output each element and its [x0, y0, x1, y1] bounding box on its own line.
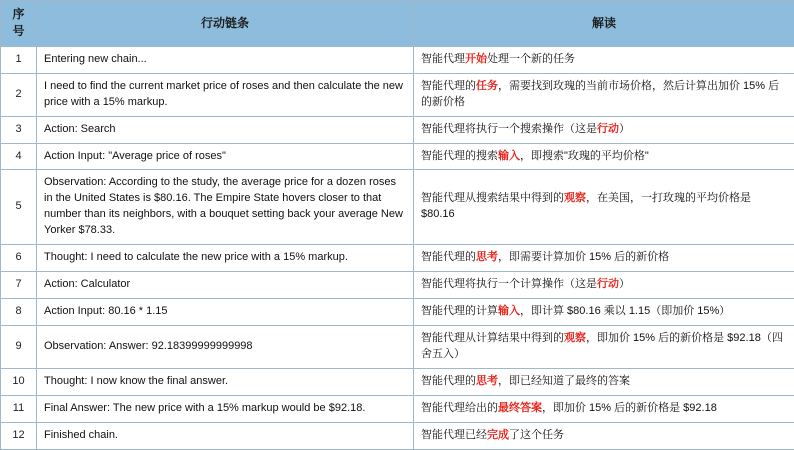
table-row [1, 245, 794, 272]
reading-suffix: 处理一个新的任务 [487, 53, 575, 65]
table-row [1, 326, 794, 369]
row-index: 10 [1, 368, 37, 395]
reading-highlight: 行动 [597, 123, 619, 135]
reading-highlight: 输入 [498, 305, 520, 317]
reading-suffix: ，在美国，一打玫瑰的平均价格是 $80.16 [421, 192, 751, 220]
reading-prefix: 智能代理 [421, 53, 465, 65]
row-index: 3 [1, 116, 37, 143]
reading-highlight: 完成 [487, 429, 509, 441]
reading-highlight: 思考 [476, 375, 498, 387]
row-chain: Entering new chain... [37, 46, 414, 73]
row-reading [414, 422, 794, 449]
reading-prefix: 智能代理已经 [421, 429, 487, 441]
reading-highlight: 思考 [476, 251, 498, 263]
reading-highlight: 观察 [564, 332, 586, 344]
reading-highlight: 观察 [564, 192, 586, 204]
row-reading [414, 143, 794, 170]
column-header-index: 序号 [1, 1, 37, 47]
reading-highlight: 开始 [465, 53, 487, 65]
reading-suffix: ） [619, 278, 630, 290]
row-index: 11 [1, 395, 37, 422]
row-chain: Final Answer: The new price with a 15% markup would be $92.18. [37, 395, 414, 422]
reading-suffix: ，即计算 $80.16 乘以 1.15（即加价 15%） [520, 305, 730, 317]
row-chain: Thought: I need to calculate the new price with a 15% markup. [37, 245, 414, 272]
reading-highlight: 行动 [597, 278, 619, 290]
row-index: 9 [1, 326, 37, 369]
table-header [1, 1, 794, 47]
row-index: 2 [1, 73, 37, 116]
row-chain: Action Input: 80.16 * 1.15 [37, 299, 414, 326]
row-index: 8 [1, 299, 37, 326]
reading-prefix: 智能代理的计算 [421, 305, 498, 317]
reading-suffix: ，即加价 15% 后的新价格是 $92.18（四舍五入） [421, 332, 783, 360]
row-chain: Action: Calculator [37, 272, 414, 299]
reading-prefix: 智能代理将执行一个搜索操作（这是 [421, 123, 597, 135]
reading-highlight: 任务 [476, 80, 498, 92]
table-row [1, 368, 794, 395]
reading-suffix: ，即搜索"玫瑰的平均价格" [520, 150, 649, 162]
row-chain: Action Input: "Average price of roses" [37, 143, 414, 170]
row-reading [414, 395, 794, 422]
row-reading [414, 73, 794, 116]
column-header-chain: 行动链条 [37, 1, 414, 47]
table-row [1, 395, 794, 422]
row-chain: I need to find the current market price of roses and then calculate the new price with a 15% markup. [37, 73, 414, 116]
reading-prefix: 智能代理的 [421, 80, 476, 92]
row-reading [414, 368, 794, 395]
row-reading [414, 299, 794, 326]
row-index: 12 [1, 422, 37, 449]
row-reading [414, 46, 794, 73]
reading-prefix: 智能代理从搜索结果中得到的 [421, 192, 564, 204]
row-chain: Action: Search [37, 116, 414, 143]
reading-prefix: 智能代理给出的 [421, 402, 498, 414]
reading-prefix: 智能代理的搜索 [421, 150, 498, 162]
reading-suffix: ，即已经知道了最终的答案 [498, 375, 630, 387]
reading-suffix: 了这个任务 [509, 429, 564, 441]
row-reading [414, 116, 794, 143]
column-header-reading: 解读 [414, 1, 794, 47]
row-chain: Thought: I now know the final answer. [37, 368, 414, 395]
table-row [1, 299, 794, 326]
row-chain: Observation: According to the study, the average price for a dozen roses in the United States is $80.16. The Empire State hovers closer to that number than its neighbors, with a bouquet setting back your average New Yorker $78.33. [37, 170, 414, 245]
header-row [1, 1, 794, 47]
reading-prefix: 智能代理从计算结果中得到的 [421, 332, 564, 344]
row-index: 4 [1, 143, 37, 170]
reading-prefix: 智能代理的 [421, 251, 476, 263]
row-index: 6 [1, 245, 37, 272]
row-index: 5 [1, 170, 37, 245]
row-reading [414, 245, 794, 272]
table-body [1, 46, 794, 449]
reading-highlight: 输入 [498, 150, 520, 162]
table-row [1, 73, 794, 116]
table-row [1, 143, 794, 170]
row-index: 1 [1, 46, 37, 73]
table-row [1, 170, 794, 245]
table-row [1, 46, 794, 73]
reading-highlight: 最终答案 [498, 402, 542, 414]
reading-prefix: 智能代理的 [421, 375, 476, 387]
reading-suffix: ，需要找到玫瑰的当前市场价格，然后计算出加价 15% 后的新价格 [421, 80, 779, 108]
row-reading [414, 170, 794, 245]
row-chain: Finished chain. [37, 422, 414, 449]
row-index: 7 [1, 272, 37, 299]
reading-suffix: ，即加价 15% 后的新价格是 $92.18 [542, 402, 717, 414]
row-reading [414, 326, 794, 369]
table-row [1, 116, 794, 143]
reading-prefix: 智能代理将执行一个计算操作（这是 [421, 278, 597, 290]
row-chain: Observation: Answer: 92.18399999999998 [37, 326, 414, 369]
row-reading [414, 272, 794, 299]
reading-suffix: ） [619, 123, 630, 135]
table-row [1, 422, 794, 449]
reading-suffix: ，即需要计算加价 15% 后的新价格 [498, 251, 669, 263]
table-row [1, 272, 794, 299]
